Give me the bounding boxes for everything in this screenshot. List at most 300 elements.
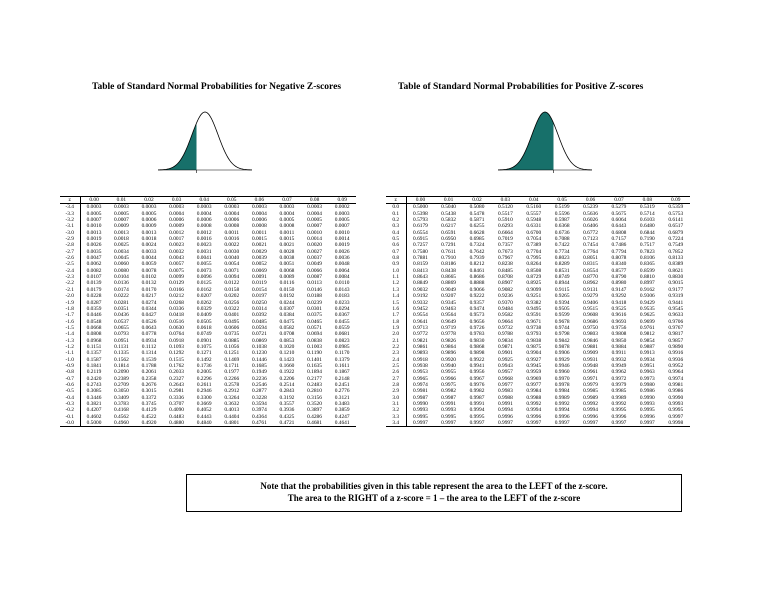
probability-cell: 0.0375 (307, 312, 322, 319)
z-value-cell: 2.5 (386, 363, 406, 369)
probability-cell: 0.6950 (441, 236, 456, 243)
probability-cell: 0.1611 (334, 362, 350, 369)
probability-cell: 0.9429 (639, 299, 655, 306)
probability-cell: 0.2810 (307, 388, 322, 395)
probability-cell: 0.9803 (583, 331, 598, 338)
probability-cell: 0.9783 (469, 331, 485, 338)
probability-cell: 0.6443 (611, 223, 627, 230)
probability-cell: 0.3745 (141, 401, 157, 407)
z-value-cell: -2.6 (60, 255, 80, 261)
probability-cell: 0.2643 (169, 381, 184, 388)
probability-cell: 0.9994 (469, 407, 485, 414)
probability-cell: 0.9994 (497, 407, 513, 414)
probability-cell: 0.4483 (169, 413, 184, 420)
probability-cell: 0.1292 (169, 350, 184, 357)
probability-cell: 0.7611 (441, 248, 456, 255)
probability-cell: 0.9515 (583, 305, 598, 312)
probability-cell: 0.2033 (169, 369, 184, 376)
probability-cell: 0.9962 (611, 369, 627, 376)
z-value-cell: 3.2 (386, 407, 406, 413)
probability-cell: 0.6591 (441, 229, 456, 236)
probability-cell: 0.0985 (334, 343, 350, 350)
probability-cell: 0.3085 (86, 388, 102, 395)
probability-cell: 0.0256 (224, 299, 240, 306)
probability-cell: 0.9955 (441, 369, 456, 376)
probability-cell: 0.0005 (307, 217, 322, 224)
probability-cell: 0.9750 (583, 324, 598, 331)
probability-cell: 0.0764 (169, 331, 184, 338)
probability-cell: 0.9744 (554, 324, 570, 331)
probability-cell: 0.9394 (554, 299, 570, 306)
probability-cell: 0.0062 (86, 261, 102, 268)
probability-cell: 0.1170 (334, 350, 350, 357)
probability-cell: 0.7486 (611, 242, 627, 249)
probability-cell: 0.0793 (113, 331, 129, 338)
probability-cell: 0.0336 (169, 305, 184, 312)
probability-cell: 0.9951 (639, 362, 655, 369)
probability-cell: 0.9971 (583, 375, 598, 382)
probability-cell: 0.9474 (469, 305, 485, 312)
probability-cell: 0.0026 (334, 248, 350, 255)
probability-cell: 0.2389 (113, 375, 129, 382)
z-value-cell: -0.6 (60, 382, 80, 388)
probability-cell: 0.0630 (169, 324, 184, 331)
probability-cell: 0.1736 (196, 362, 212, 369)
probability-cell: 0.9649 (441, 318, 456, 325)
probability-cell: 0.7291 (441, 242, 456, 249)
probability-cell: 0.5557 (526, 210, 542, 217)
probability-cell: 0.0192 (279, 293, 295, 300)
probability-cell: 0.7642 (469, 248, 485, 255)
probability-cell: 0.0040 (224, 255, 240, 262)
probability-cell: 0.0019 (86, 236, 102, 243)
z-value-cell: -0.8 (60, 369, 80, 375)
probability-cell: 0.4522 (141, 413, 157, 420)
probability-cell: 0.9996 (583, 413, 598, 420)
probability-cell: 0.8869 (441, 280, 456, 287)
probability-cell: 0.1379 (334, 356, 350, 363)
probability-cell: 0.0268 (169, 299, 184, 306)
probability-cell: 0.9082 (497, 286, 513, 293)
probability-cell: 0.0749 (196, 331, 212, 338)
probability-cell: 0.9996 (497, 413, 513, 420)
probability-cell: 0.0069 (251, 267, 267, 274)
probability-cell: 0.0409 (196, 312, 212, 319)
probability-cell: 0.9990 (413, 401, 428, 407)
probability-cell: 0.3409 (113, 394, 129, 401)
probability-cell: 0.5948 (526, 217, 542, 224)
z-value-cell: -3.0 (60, 230, 80, 236)
probability-cell: 0.9292 (611, 293, 627, 300)
probability-cell: 0.9977 (526, 381, 542, 388)
probability-cell: 0.9967 (469, 375, 485, 382)
probability-cell: 0.9965 (413, 375, 428, 382)
probability-cell: 0.0132 (141, 280, 157, 287)
probability-cell: 0.9985 (611, 388, 627, 395)
probability-cell: 0.8907 (497, 280, 513, 287)
probability-cell: 0.0838 (307, 337, 322, 344)
probability-cell: 0.2912 (224, 388, 240, 395)
probability-cell: 0.5753 (668, 210, 684, 217)
probability-cell: 0.0003 (169, 204, 184, 211)
probability-cell: 0.0003 (307, 204, 322, 211)
probability-cell: 0.0197 (251, 293, 267, 300)
probability-cell: 0.2546 (251, 381, 267, 388)
probability-cell: 0.0129 (169, 280, 184, 287)
probability-cell: 0.9251 (526, 293, 542, 300)
probability-cell: 0.4880 (163, 420, 191, 427)
probability-cell: 0.9868 (469, 343, 485, 350)
probability-cell: 0.4013 (224, 407, 240, 414)
probability-cell: 0.0548 (86, 318, 102, 325)
probability-cell: 0.3520 (307, 401, 322, 407)
probability-cell: 0.0073 (196, 267, 212, 274)
probability-cell: 0.9988 (497, 394, 513, 401)
probability-cell: 0.0005 (141, 210, 157, 217)
probability-cell: 0.9582 (497, 312, 513, 319)
probability-cell: 0.9997 (605, 420, 633, 427)
probability-cell: 0.9099 (526, 286, 542, 293)
probability-cell: 0.9961 (583, 369, 598, 376)
probability-cell: 0.0222 (113, 293, 129, 300)
probability-cell: 0.0009 (141, 223, 157, 230)
probability-cell: 0.2483 (307, 381, 322, 388)
probability-cell: 0.0030 (224, 248, 240, 255)
probability-cell: 0.3557 (279, 401, 295, 407)
probability-cell: 0.0301 (307, 305, 322, 312)
probability-cell: 0.6664 (497, 229, 513, 236)
probability-cell: 0.5438 (441, 210, 456, 217)
column-header: 0.09 (662, 197, 690, 204)
probability-cell: 0.1685 (251, 362, 267, 369)
probability-cell: 0.6331 (526, 223, 542, 230)
probability-cell: 0.0004 (224, 210, 240, 217)
z-value-cell: 2.4 (386, 357, 406, 363)
probability-cell: 0.8485 (497, 267, 513, 274)
probability-cell: 0.0643 (141, 324, 157, 331)
probability-cell: 0.9989 (554, 394, 570, 401)
probability-cell: 0.9778 (441, 331, 456, 338)
probability-cell: 0.9941 (469, 362, 485, 369)
probability-cell: 0.0446 (86, 312, 102, 319)
probability-cell: 0.0287 (86, 299, 102, 306)
z-value-cell: -2.8 (60, 242, 80, 248)
z-value-cell: 1.0 (386, 268, 406, 274)
probability-cell: 0.9991 (469, 401, 485, 407)
probability-cell: 0.7734 (554, 248, 570, 255)
z-value-cell: 2.1 (386, 338, 406, 344)
probability-cell: 0.9960 (554, 369, 570, 376)
probability-cell: 0.9545 (668, 305, 684, 312)
z-value-cell: 1.1 (386, 274, 406, 280)
probability-cell: 0.3669 (196, 401, 212, 407)
probability-cell: 0.0082 (86, 267, 102, 274)
probability-cell: 0.9984 (554, 388, 570, 395)
probability-cell: 0.8790 (611, 274, 627, 281)
probability-cell: 0.0005 (86, 210, 102, 217)
probability-cell: 0.0104 (113, 274, 129, 281)
z-value-cell: -1.3 (60, 338, 80, 344)
probability-cell: 0.9997 (491, 420, 519, 427)
probability-cell: 0.9993 (441, 407, 456, 414)
probability-cell: 0.9993 (668, 401, 684, 407)
z-value-cell: -0.5 (60, 388, 80, 394)
probability-cell: 0.8729 (526, 274, 542, 281)
z-value-cell: -2.2 (60, 280, 80, 286)
probability-cell: 0.9997 (520, 420, 548, 427)
probability-cell: 0.6141 (668, 217, 684, 224)
probability-cell: 0.9554 (413, 312, 428, 319)
probability-cell: 0.0026 (86, 242, 102, 249)
probability-cell: 0.3228 (251, 394, 267, 401)
probability-cell: 0.9997 (576, 420, 604, 427)
probability-cell: 0.0582 (279, 324, 295, 331)
probability-cell: 0.0013 (86, 229, 102, 236)
probability-cell: 0.6217 (441, 223, 456, 230)
probability-cell: 0.2611 (196, 381, 212, 388)
probability-cell: 0.2981 (169, 388, 184, 395)
probability-cell: 0.0049 (307, 261, 322, 268)
probability-cell: 0.9987 (413, 394, 428, 401)
probability-cell: 0.0010 (86, 223, 102, 230)
probability-cell: 0.0116 (279, 280, 295, 287)
note-box (186, 474, 682, 512)
z-value-cell: 1.8 (386, 319, 406, 325)
probability-cell: 0.9656 (469, 318, 485, 325)
probability-cell: 0.2451 (334, 381, 350, 388)
probability-cell: 0.9959 (526, 369, 542, 376)
z-value-cell: 1.9 (386, 325, 406, 331)
z-value-cell: 2.8 (386, 382, 406, 388)
column-header: 0.07 (605, 197, 633, 204)
probability-cell: 0.3632 (224, 401, 240, 407)
probability-cell: 0.0606 (224, 324, 240, 331)
probability-cell: 0.0367 (334, 312, 350, 319)
probability-cell: 0.9957 (497, 369, 513, 376)
column-header: 0.03 (491, 197, 519, 204)
probability-cell: 0.9904 (526, 350, 542, 357)
probability-cell: 0.9192 (413, 293, 428, 300)
probability-cell: 0.3821 (86, 401, 102, 407)
z-value-cell: 2.7 (386, 376, 406, 382)
probability-cell: 0.0007 (86, 217, 102, 224)
probability-cell: 0.1423 (279, 356, 295, 363)
z-column-header: z (386, 197, 406, 204)
column-header: 0.02 (463, 197, 491, 204)
probability-cell: 0.8686 (469, 274, 485, 281)
probability-cell: 0.0005 (279, 217, 295, 224)
probability-cell: 0.6844 (639, 229, 655, 236)
probability-cell: 0.9995 (413, 413, 428, 420)
probability-cell: 0.9713 (413, 324, 428, 331)
probability-cell: 0.2327 (169, 375, 184, 382)
probability-cell: 0.0179 (86, 286, 102, 293)
probability-cell: 0.0170 (141, 286, 157, 293)
probability-cell: 0.0146 (307, 286, 322, 293)
probability-cell: 0.9934 (639, 356, 655, 363)
z-value-cell: -1.0 (60, 357, 80, 363)
probability-cell: 0.4761 (246, 420, 274, 427)
probability-cell: 0.8413 (413, 267, 428, 274)
probability-cell: 0.2578 (224, 381, 240, 388)
z-value-cell: -0.1 (60, 414, 80, 420)
probability-cell: 0.7995 (526, 255, 542, 262)
probability-cell: 0.0024 (141, 242, 157, 249)
probability-cell: 0.0015 (279, 236, 295, 243)
probability-cell: 0.0188 (307, 293, 322, 300)
probability-cell: 0.9983 (497, 388, 513, 395)
probability-cell: 0.0048 (334, 261, 350, 268)
probability-cell: 0.0154 (251, 286, 267, 293)
probability-cell: 0.9989 (611, 394, 627, 401)
probability-cell: 0.1003 (307, 343, 322, 350)
probability-cell: 0.0011 (252, 229, 267, 236)
probability-cell: 0.7939 (469, 255, 485, 262)
probability-cell: 0.2514 (279, 381, 295, 388)
column-header: 0.03 (163, 197, 191, 204)
probability-cell: 0.8849 (413, 280, 428, 287)
probability-cell: 0.5040 (441, 204, 456, 211)
probability-cell: 0.1469 (224, 356, 240, 363)
probability-cell: 0.7088 (554, 236, 570, 243)
probability-cell: 0.9994 (526, 407, 542, 414)
positive-table-title: Table of Standard Normal Probabilities for Positive Z-scores (398, 82, 644, 92)
probability-cell: 0.0122 (224, 280, 240, 287)
positive-z-table (386, 196, 690, 427)
probability-cell: 0.0055 (196, 261, 212, 268)
probability-cell: 0.8997 (639, 280, 655, 287)
probability-cell: 0.0158 (224, 286, 240, 293)
probability-cell: 0.7673 (497, 248, 513, 255)
probability-cell: 0.2420 (86, 375, 102, 382)
probability-cell: 0.0344 (141, 305, 157, 312)
z-column-header: z (60, 197, 80, 204)
probability-cell: 0.0003 (334, 210, 350, 217)
probability-cell: 0.9357 (469, 299, 485, 306)
probability-cell: 0.9406 (583, 299, 598, 306)
probability-cell: 0.8888 (469, 280, 485, 287)
probability-cell: 0.8078 (611, 255, 627, 262)
probability-cell: 0.5000 (413, 204, 428, 211)
probability-cell: 0.0007 (307, 223, 322, 230)
probability-cell: 0.0037 (307, 255, 322, 262)
probability-cell: 0.3936 (279, 407, 295, 414)
probability-cell: 0.9564 (441, 312, 456, 319)
z-value-cell: -1.1 (60, 350, 80, 356)
z-value-cell: -3.4 (60, 204, 80, 211)
probability-cell: 0.0066 (307, 267, 322, 274)
note-line-1: Note that the probabilities given in this table represent the area to the LEFT of the z-score. (260, 481, 608, 491)
probability-cell: 0.9927 (526, 356, 542, 363)
probability-cell: 0.9115 (554, 286, 570, 293)
probability-cell: 0.0054 (224, 261, 240, 268)
probability-cell: 0.0384 (279, 312, 295, 319)
probability-cell: 0.9995 (469, 413, 485, 420)
probability-cell: 0.9996 (639, 413, 655, 420)
probability-cell: 0.0495 (224, 318, 240, 325)
probability-cell: 0.8925 (526, 280, 542, 287)
probability-cell: 0.5871 (469, 217, 485, 224)
probability-cell: 0.0006 (224, 217, 240, 224)
negative-z-curve-line (158, 112, 252, 170)
probability-cell: 0.6808 (611, 229, 627, 236)
probability-cell: 0.7881 (413, 255, 428, 262)
probability-cell: 0.9049 (441, 286, 456, 293)
column-header: 0.04 (520, 197, 548, 204)
probability-cell: 0.0021 (251, 242, 267, 249)
probability-cell: 0.2776 (334, 388, 350, 395)
probability-cell: 0.9177 (668, 286, 684, 293)
probability-cell: 0.0113 (307, 280, 322, 287)
probability-cell: 0.0436 (113, 312, 129, 319)
probability-cell: 0.9671 (526, 318, 542, 325)
probability-cell: 0.0012 (169, 229, 184, 236)
probability-cell: 0.0038 (279, 255, 295, 262)
probability-cell: 0.0008 (196, 223, 212, 230)
probability-cell: 0.9370 (497, 299, 513, 306)
probability-cell: 0.0681 (334, 331, 350, 338)
probability-cell: 0.9918 (413, 356, 428, 363)
probability-cell: 0.7123 (583, 236, 598, 243)
probability-cell: 0.5714 (639, 210, 655, 217)
column-header: 0.08 (633, 197, 661, 204)
probability-cell: 0.9826 (441, 337, 456, 344)
z-value-cell: -2.0 (60, 293, 80, 299)
probability-cell: 0.6368 (554, 223, 570, 230)
probability-cell: 0.9996 (554, 413, 570, 420)
probability-cell: 0.0003 (141, 204, 157, 211)
probability-cell: 0.1230 (251, 350, 267, 357)
probability-cell: 0.7422 (554, 242, 570, 249)
probability-cell: 0.9162 (639, 286, 655, 293)
probability-cell: 0.4602 (86, 413, 102, 420)
probability-cell: 0.1335 (113, 350, 129, 357)
probability-cell: 0.9732 (497, 324, 513, 331)
probability-cell: 0.9846 (583, 337, 598, 344)
probability-cell: 0.3264 (224, 394, 240, 401)
probability-cell: 0.9772 (413, 331, 428, 338)
probability-cell: 0.5000 (80, 420, 108, 427)
probability-cell: 0.2358 (141, 375, 157, 382)
probability-cell: 0.9948 (583, 362, 598, 369)
probability-cell: 0.0329 (196, 305, 212, 312)
probability-cell: 0.9969 (526, 375, 542, 382)
probability-cell: 0.8340 (611, 261, 627, 268)
probability-cell: 0.0455 (334, 318, 350, 325)
probability-cell: 0.7517 (639, 242, 655, 249)
probability-cell: 0.0281 (113, 299, 129, 306)
z-value-cell: -2.1 (60, 287, 80, 293)
probability-cell: 0.0808 (86, 331, 102, 338)
probability-cell: 0.1788 (141, 362, 157, 369)
probability-cell: 0.8389 (668, 261, 684, 268)
probability-cell: 0.9032 (413, 286, 428, 293)
probability-cell: 0.0694 (307, 331, 322, 338)
probability-cell: 0.9994 (583, 407, 598, 414)
probability-cell: 0.9945 (526, 362, 542, 369)
probability-cell: 0.9382 (526, 299, 542, 306)
probability-cell: 0.9871 (497, 343, 513, 350)
probability-cell: 0.0031 (196, 248, 212, 255)
probability-cell: 0.9981 (413, 388, 428, 395)
probability-cell: 0.1635 (307, 362, 322, 369)
column-header: 0.01 (434, 197, 462, 204)
probability-cell: 0.7157 (611, 236, 627, 243)
probability-cell: 0.0901 (196, 337, 212, 344)
probability-cell: 0.9936 (668, 356, 684, 363)
probability-cell: 0.0571 (307, 324, 322, 331)
probability-cell: 0.1020 (279, 343, 295, 350)
